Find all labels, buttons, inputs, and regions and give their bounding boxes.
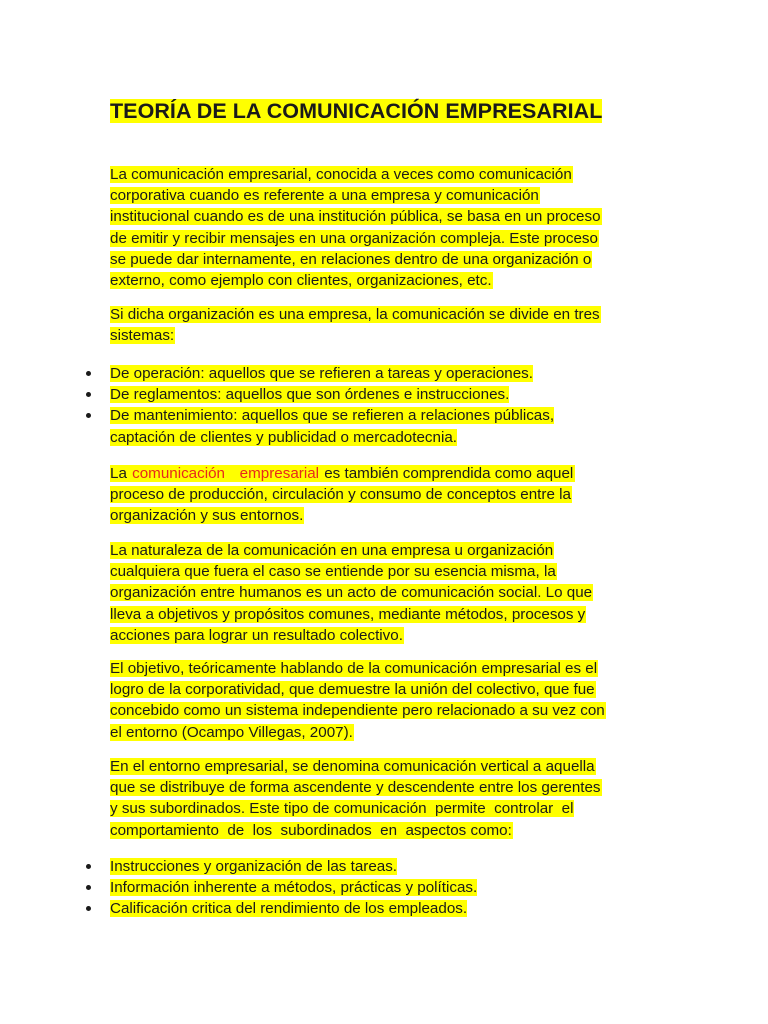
text-run: La: [110, 465, 132, 482]
list-item: [86, 856, 477, 877]
list-item: [86, 877, 477, 898]
highlighted-term: empresarial: [239, 465, 320, 482]
paragraph-definition: [110, 463, 575, 527]
text-line: externo, como ejemplo con clientes, organizaciones, etc.: [110, 272, 492, 290]
paragraph-intro: [110, 164, 602, 291]
document-title-text: TEORÍA DE LA COMUNICACIÓN EMPRESARIAL: [110, 99, 603, 123]
bullet-icon: [86, 906, 91, 911]
paragraph-nature: [110, 540, 593, 646]
highlighted-term: comunicación: [132, 465, 225, 482]
text-run: [226, 465, 240, 482]
text-line: acciones para lograr un resultado colectivo.: [110, 626, 403, 644]
list-item-text: Instrucciones y organización de las tareas.: [110, 858, 398, 875]
bullet-icon: [86, 392, 91, 397]
aspects-list: [86, 856, 477, 920]
text-line: La comunicación empresarial, conocida a veces como comunicación: [110, 166, 572, 183]
paragraph-systems: [110, 304, 601, 346]
systems-list: [86, 363, 554, 448]
text-line: institucional cuando es de una institución pública, se basa en un proceso: [110, 208, 601, 226]
text-line: organización y sus entornos.: [110, 507, 304, 525]
text-line: organización entre humanos es un acto de comunicación social. Lo que: [110, 584, 593, 602]
text-line: El objetivo, teóricamente hablando de la comunicación empresarial es el: [110, 660, 598, 677]
text-run: es también comprendida como aquel: [320, 465, 574, 482]
list-item-text: De operación: aquellos que se refieren a tareas y operaciones.: [110, 365, 533, 382]
list-item-text: captación de clientes y publicidad o mercadotecnia.: [110, 428, 457, 446]
paragraph-vertical-communication: [110, 756, 602, 841]
text-line: cualquiera que fuera el caso se entiende por su esencia misma, la: [110, 563, 556, 581]
document-title: [110, 96, 602, 126]
list-item: [86, 405, 554, 447]
text-line: sistemas:: [110, 327, 175, 345]
text-line: comportamiento de los subordinados en aspectos como:: [110, 821, 512, 839]
text-line: corporativa cuando es referente a una empresa y comunicación: [110, 187, 539, 205]
bullet-icon: [86, 413, 91, 418]
bullet-icon: [86, 371, 91, 376]
bullet-icon: [86, 885, 91, 890]
text-line: el entorno (Ocampo Villegas, 2007).: [110, 723, 353, 741]
text-line: En el entorno empresarial, se denomina comunicación vertical a aquella: [110, 758, 595, 775]
text-line: logro de la corporatividad, que demuestre la unión del colectivo, que fue: [110, 681, 595, 699]
list-item-text: De mantenimiento: aquellos que se refieren a relaciones públicas,: [110, 407, 555, 425]
text-line: se puede dar internamente, en relaciones dentro de una organización o: [110, 250, 592, 268]
text-line: que se distribuye de forma ascendente y descendente entre los gerentes: [110, 779, 601, 797]
list-item-text: Información inherente a métodos, prácticas y políticas.: [110, 879, 478, 897]
list-item-text: Calificación critica del rendimiento de los empleados.: [110, 900, 468, 918]
list-item-text: De reglamentos: aquellos que son órdenes e instrucciones.: [110, 386, 510, 404]
text-line: proceso de producción, circulación y consumo de conceptos entre la: [110, 486, 571, 504]
list-item: [86, 363, 554, 384]
text-line: de emitir y recibir mensajes en una organización compleja. Este proceso: [110, 229, 598, 247]
text-line: concebido como un sistema independiente pero relacionado a su vez con: [110, 702, 605, 720]
list-item: [86, 384, 554, 405]
text-line: Si dicha organización es una empresa, la comunicación se divide en tres: [110, 306, 600, 323]
paragraph-objective: [110, 658, 606, 743]
list-item: [86, 898, 477, 919]
text-line: lleva a objetivos y propósitos comunes, mediante métodos, procesos y: [110, 605, 586, 623]
bullet-icon: [86, 864, 91, 869]
text-line: La naturaleza de la comunicación en una empresa u organización: [110, 542, 554, 559]
text-line: y sus subordinados. Este tipo de comunicación permite controlar el: [110, 800, 574, 818]
